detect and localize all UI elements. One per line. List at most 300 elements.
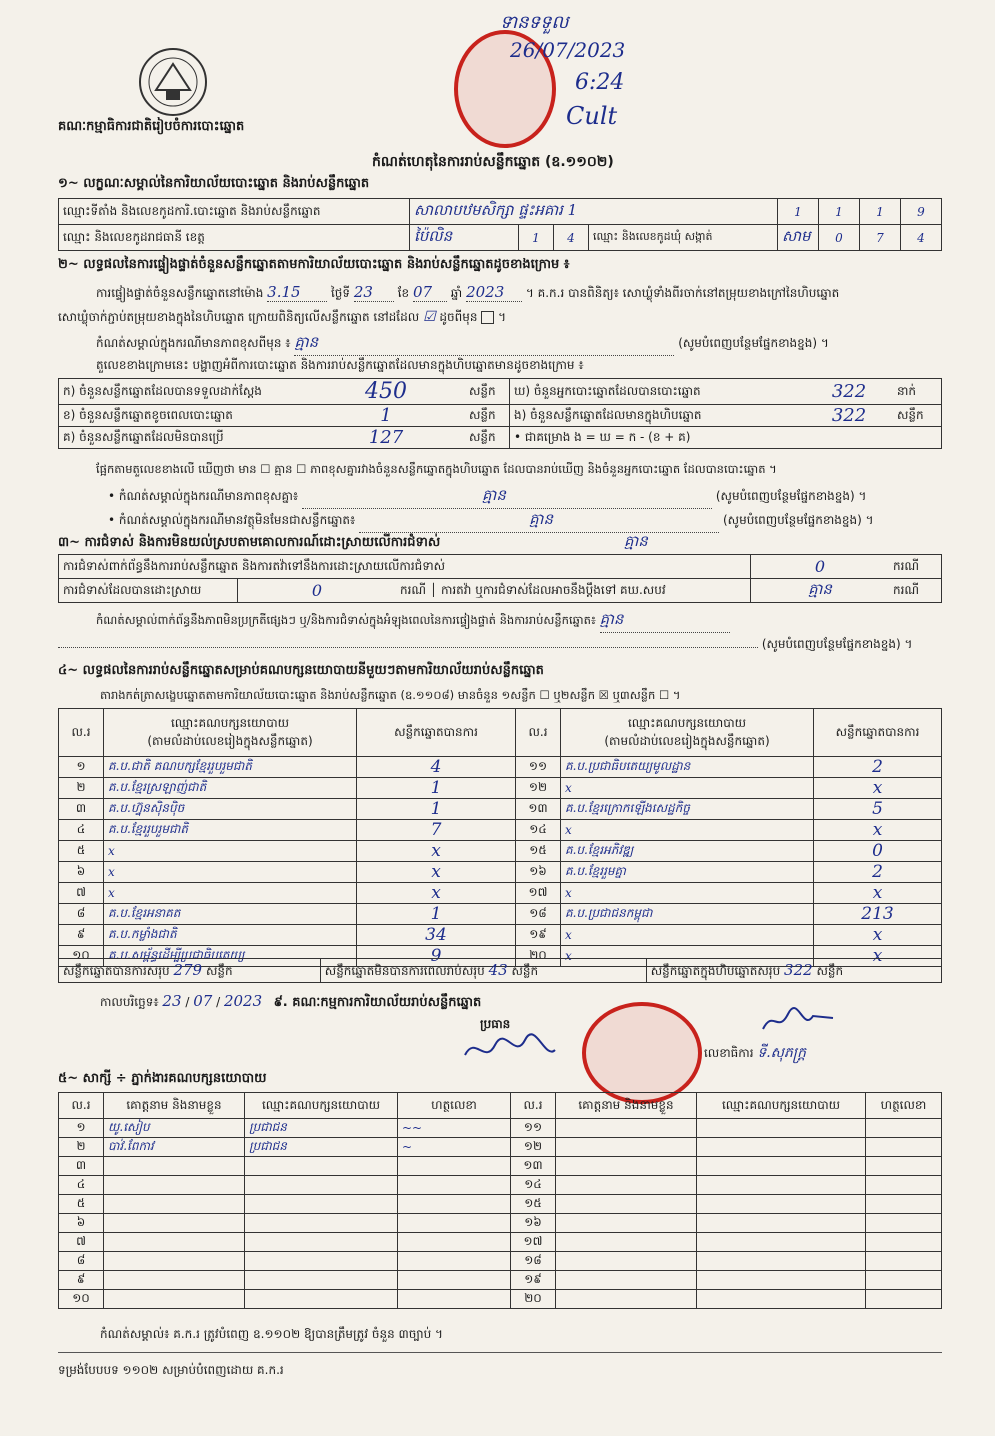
witness-no-right: ១៤: [511, 1176, 556, 1195]
party-votes-right: 2: [814, 757, 942, 778]
resolved-objection-unit: ករណី: [400, 582, 427, 597]
witness-name-left: [104, 1233, 245, 1252]
witness-name-right: [556, 1290, 697, 1309]
witness-signature-left: [398, 1271, 511, 1290]
verification-year-label: ឆ្នាំ: [450, 286, 463, 300]
different-checkbox[interactable]: [481, 311, 494, 324]
party-name-right: គ.ប.ប្រជាធិបតេយ្យមូលដ្ឋាន: [561, 757, 814, 778]
verification-day: 23: [354, 283, 394, 302]
witness-signature-left: ~~: [398, 1119, 511, 1138]
witness-name-left: [104, 1195, 245, 1214]
date-day: 23: [162, 992, 182, 1010]
total-invalid-unit: សន្លឹក: [511, 963, 539, 978]
party-results-table: [58, 708, 942, 967]
total-invalid-label: សន្លឹកឆ្នោតមិនបានការពេលរាប់សរុប: [324, 963, 485, 978]
witness-name-left: [104, 1290, 245, 1309]
witness-no-right: ១១: [511, 1119, 556, 1138]
objection-table: [58, 554, 942, 603]
witness-no-left: ២: [59, 1138, 104, 1157]
party-votes-left: 9: [357, 946, 516, 967]
witness-signature-right: [866, 1157, 942, 1176]
ballots-in-box-unit: សន្លឹក: [893, 405, 942, 427]
counting-committee-label: ៩. គណៈកម្មការការិយាល័យរាប់សន្លឹកឆ្នោត: [273, 995, 482, 1010]
party-results-body: [59, 757, 942, 967]
witness-party-left: ប្រជាជន: [245, 1119, 398, 1138]
witness-name-left: បាវ់.ពែកាវ: [104, 1138, 245, 1157]
party-no-right: ១៣: [516, 799, 561, 820]
witness-party-left: [245, 1176, 398, 1195]
witness-name-left: [104, 1271, 245, 1290]
party-votes-left: x: [357, 883, 516, 904]
w-col-party-right: ឈ្មោះគណបក្សនយោបាយ: [697, 1093, 866, 1119]
date-label: កាលបរិច្ឆេទ៖: [100, 995, 159, 1009]
resolved-objection-label: ការជំទាស់ដែលបានដោះស្រាយ: [59, 579, 238, 603]
party-votes-right: x: [814, 946, 942, 967]
received-ballots-label: ក) ចំនួនសន្លឹកឆ្នោតដែលបានទទួលដាក់ស្តែង: [59, 379, 308, 405]
witness-no-right: ២០: [511, 1290, 556, 1309]
province-value: ប៉ៃលិន: [410, 225, 519, 251]
party-no-right: ១៤: [516, 820, 561, 841]
party-name-left: គ.ប.ខ្មែរអនាគត: [104, 904, 357, 925]
section3-title-note: គ្មាន: [624, 532, 648, 550]
w-col-sig-right: ហត្ថលេខា: [866, 1093, 942, 1119]
witness-party-left: [245, 1157, 398, 1176]
party-no-left: ៨: [59, 904, 104, 925]
secretary-name: ទី.សុភក្ត្រ: [757, 1045, 806, 1061]
col-votes-left: សន្លឹកឆ្នោតបានការ: [357, 709, 516, 757]
witness-signature-right: [866, 1252, 942, 1271]
province-code-2: 4: [554, 225, 589, 251]
objection-count-value: 0: [751, 555, 890, 579]
witness-signature-left: [398, 1157, 511, 1176]
w-col-name-right: គោត្តនាម និងនាមខ្លួន: [556, 1093, 697, 1119]
witness-party-left: ប្រជាជន: [245, 1138, 398, 1157]
party-name-right: x: [561, 778, 814, 799]
col-party-left-sub: (តាមលំដាប់លេខរៀងក្នុងសន្លឹកឆ្នោត): [147, 733, 313, 748]
party-name-right: គ.ប.ខ្មែរក្រោកឡើងសេដ្ឋកិច្ច: [561, 799, 814, 820]
witness-row: [59, 1214, 942, 1233]
total-invalid-cell: [320, 959, 646, 983]
section1-table: [58, 198, 942, 251]
province-code-1: 1: [519, 225, 554, 251]
verification-time-label: ការផ្ទៀងផ្ទាត់ចំនួនសន្លឹកឆ្នោតនៅម៉ោង: [96, 286, 264, 300]
verification-time: 3.15: [267, 283, 327, 302]
party-no-left: ៧: [59, 883, 104, 904]
witness-no-right: ១៨: [511, 1252, 556, 1271]
witness-name-right: [556, 1233, 697, 1252]
col-party-left-title: ឈ្មោះគណបក្សនយោបាយ: [170, 715, 290, 730]
foreign-object-note-hint: (សូមបំពេញបន្ថែមផ្នែកខាងខ្នង) ។: [722, 513, 874, 527]
seal-text: សោឃ្លុំចាក់ភ្ជាប់តម្រុយខាងក្នុងនៃហិបឆ្នោត ក្រោយពិនិត្យលើសន្លឹកឆ្នោត នៅដដែល: [58, 310, 420, 324]
section1-title: ១~ លក្ខណៈសម្គាល់នៃការិយាល័យបោះឆ្នោត និងរាប់សន្លឹកឆ្នោត: [58, 176, 370, 191]
witness-name-right: [556, 1195, 697, 1214]
section3-title: ៣~ ការជំទាស់ និងការមិនយល់ស្របតាមគោលការណ៍ដោះស្រាយលើការជំទាស់: [58, 535, 441, 550]
party-votes-right: x: [814, 883, 942, 904]
party-result-row: [59, 799, 942, 820]
same-as-before-checkbox[interactable]: ☑: [422, 309, 436, 325]
witness-name-right: [556, 1138, 697, 1157]
witness-party-right: [697, 1271, 866, 1290]
voters-voted-value: 322: [805, 379, 893, 405]
secretary-line: [704, 1043, 806, 1064]
party-name-left: គ.ប.ខ្មែរស្រឡាញ់ជាតិ: [104, 778, 357, 799]
section4-title: ៤~ លទ្ធផលនៃការរាប់សន្លឹកឆ្នោតសម្រាប់គណបក្សនយោបាយនីមួយៗតាមការិយាល័យរាប់សន្លឹកឆ្នោត: [58, 663, 544, 678]
total-valid-cell: [59, 959, 321, 983]
witness-signature-right: [866, 1271, 942, 1290]
witness-no-right: ១៥: [511, 1195, 556, 1214]
witness-party-left: [245, 1271, 398, 1290]
ballot-figures-table: [58, 378, 942, 449]
resolved-objection-unit-and-label: ករណី │ ការតវ៉ា ឬការជំទាស់ដែលអាចនឹងប្ដឹងទៅ គឃ.សបវ: [396, 579, 751, 603]
party-name-left: គ.ប.សម្ព័ន្ធដើម្បីប្រជាធិបតេយ្យ: [104, 946, 357, 967]
party-name-right: x: [561, 946, 814, 967]
party-no-left: ១០: [59, 946, 104, 967]
witness-signature-left: ~: [398, 1138, 511, 1157]
total-valid-unit: សន្លឹក: [205, 963, 233, 978]
party-name-left: គ.ប.ខ្មែររួបរួមជាតិ: [104, 820, 357, 841]
commune-value: សាម: [778, 225, 819, 251]
witness-table: [58, 1092, 942, 1309]
witness-party-left: [245, 1233, 398, 1252]
party-result-row: [59, 841, 942, 862]
chair-signature-icon: [455, 1030, 565, 1070]
voters-voted-unit: នាក់: [893, 379, 942, 405]
discrepancy-note-label: • កំណត់សម្គាល់ក្នុងករណីមានភាពខុសគ្នា៖: [108, 489, 299, 503]
col-no-left: ល.រ: [59, 709, 104, 757]
difference-note-line: [96, 333, 829, 356]
party-no-right: ១២: [516, 778, 561, 799]
party-name-right: គ.ប.ខ្មែរអភិវឌ្ឍ: [561, 841, 814, 862]
witness-name-left: [104, 1157, 245, 1176]
appeal-unit: ករណី: [889, 579, 942, 603]
col-party-left: [104, 709, 357, 757]
form-title: កំណត់ហេតុនៃការរាប់សន្លឹកឆ្នោត (ឧ.១១០២): [372, 154, 614, 170]
witness-name-left: [104, 1252, 245, 1271]
location-code-4: 9: [901, 199, 942, 225]
party-votes-right: 5: [814, 799, 942, 820]
footer-note: កំណត់សម្គាល់៖ គ.ក.រ ត្រូវបំពេញ ឧ.១១០២ ឱ្យបានត្រឹមត្រូវ ចំនួន ៣ច្បាប់ ។: [100, 1327, 443, 1341]
chair-label: ប្រធាន: [480, 1017, 511, 1031]
difference-note-value: គ្មាន: [294, 333, 674, 356]
unused-ballots-value: 127: [307, 427, 465, 449]
verification-day-label: ថ្ងៃទី: [331, 286, 351, 300]
formula-label: • ជាគម្រោង ង = ឃ = ក - (ខ + គ): [510, 427, 942, 449]
verification-month: 07: [413, 283, 447, 302]
witness-party-left: [245, 1214, 398, 1233]
irregularity-note-line: [96, 610, 730, 633]
voters-voted-label: ឃ) ចំនួនអ្នកបោះឆ្នោតដែលបានបោះឆ្នោត: [510, 379, 806, 405]
irregularity-note-hint: (សូមបំពេញបន្ថែមផ្នែកខាងខ្នង) ។: [761, 637, 913, 651]
witness-no-left: ៥: [59, 1195, 104, 1214]
witness-name-left: យូ.សៀប: [104, 1119, 245, 1138]
irregularity-note-value: គ្មាន: [600, 610, 730, 633]
party-no-left: ៣: [59, 799, 104, 820]
stamp-received-time: 6:24: [575, 70, 625, 95]
party-name-right: x: [561, 820, 814, 841]
witness-name-right: [556, 1214, 697, 1233]
difference-note-label: កំណត់សម្គាល់ក្នុងករណីមានភាពខុសពីមុន ៖: [96, 336, 291, 350]
witness-no-left: ៧: [59, 1233, 104, 1252]
total-box-cell: [646, 959, 941, 983]
witness-no-right: ១៩: [511, 1271, 556, 1290]
witness-name-right: [556, 1271, 697, 1290]
witness-party-right: [697, 1214, 866, 1233]
secretary-label: លេខាធិការ: [704, 1046, 754, 1060]
irregularity-blank-line: [58, 647, 758, 648]
party-no-right: ១១: [516, 757, 561, 778]
witness-row: [59, 1233, 942, 1252]
location-code-3: 1: [860, 199, 901, 225]
witness-party-left: [245, 1195, 398, 1214]
witness-no-left: ៤: [59, 1176, 104, 1195]
witness-no-right: ១២: [511, 1138, 556, 1157]
party-votes-right: x: [814, 925, 942, 946]
witness-name-left: [104, 1176, 245, 1195]
witness-name-left: [104, 1214, 245, 1233]
witness-row: [59, 1290, 942, 1309]
party-name-left: គ.ប.ជាតិ គណបក្សខ្មែររួបរួមជាតិ: [104, 757, 357, 778]
w-col-no-left: ល.រ: [59, 1093, 104, 1119]
total-box-unit: សន្លឹក: [816, 963, 844, 978]
discrepancy-note-hint: (សូមបំពេញបន្ថែមផ្នែកខាងខ្នង) ។: [715, 489, 867, 503]
section5-title: ៥~ សាក្សី ÷ ភ្នាក់ងារគណបក្សនយោបាយ: [58, 1071, 267, 1086]
witness-signature-right: [866, 1176, 942, 1195]
party-no-right: ២០: [516, 946, 561, 967]
witness-name-right: [556, 1119, 697, 1138]
party-no-left: ១: [59, 757, 104, 778]
party-no-left: ៦: [59, 862, 104, 883]
irregularity-note-label: កំណត់សម្គាល់ពាក់ព័ន្ធនឹងភាពមិនប្រក្រតីផ្សេងៗ ឬ/និងការជំទាស់ក្នុងអំឡុងពេលនៃការផ្ទៀងផ្ទាត់ និងការរាប់សន្លឹកឆ្នោត៖: [96, 613, 596, 627]
witness-no-left: ៦: [59, 1214, 104, 1233]
stamp-receiver-signature: Cult: [566, 102, 618, 130]
verification-year: 2023: [466, 283, 522, 302]
party-no-left: ២: [59, 778, 104, 799]
objection-count-unit: ករណី: [889, 555, 942, 579]
witness-signature-left: [398, 1233, 511, 1252]
date-month: 07: [193, 992, 213, 1010]
witness-name-right: [556, 1157, 697, 1176]
witness-party-right: [697, 1252, 866, 1271]
total-valid-value: 279: [173, 960, 203, 979]
objection-count-label: ការជំទាស់ពាក់ព័ន្ធនឹងការរាប់សន្លឹកឆ្នោត និងការតវ៉ាទៅនឹងការដោះស្រាយលើការជំទាស់: [59, 555, 751, 579]
party-votes-right: 0: [814, 841, 942, 862]
difference-note-hint: (សូមបំពេញបន្ថែមផ្នែកខាងខ្នង) ។: [678, 336, 829, 350]
col-party-right-title: ឈ្មោះគណបក្សនយោបាយ: [627, 715, 747, 730]
party-no-right: ១៥: [516, 841, 561, 862]
party-name-right: x: [561, 925, 814, 946]
witness-signature-right: [866, 1233, 942, 1252]
witness-row: [59, 1195, 942, 1214]
ballots-in-box-value: 322: [805, 405, 893, 427]
committee-stamp: [582, 1002, 702, 1104]
col-party-right-sub: (តាមលំដាប់លេខរៀងក្នុងសន្លឹកឆ្នោត): [604, 733, 770, 748]
w-col-sig-left: ហត្ថលេខា: [398, 1093, 511, 1119]
witness-no-left: ៨: [59, 1252, 104, 1271]
party-result-row: [59, 904, 942, 925]
witness-signature-left: [398, 1290, 511, 1309]
party-name-right: x: [561, 883, 814, 904]
witness-row: [59, 1119, 942, 1138]
location-code-1: 1: [778, 199, 819, 225]
total-invalid-value: 43: [488, 960, 508, 979]
discrepancy-note-line: [108, 486, 866, 509]
witness-party-right: [697, 1195, 866, 1214]
party-no-right: ១៨: [516, 904, 561, 925]
total-valid-label: សន្លឹកឆ្នោតបានការសរុប: [63, 963, 170, 978]
footer-divider: [58, 1352, 942, 1353]
discrepancy-line: ផ្អែកតាមតួលេខខាងលើ ឃើញថា មាន ☐ គ្មាន ☐ ភាពខុសគ្នារវាងចំនួនសន្លឹកឆ្នោតក្នុងហិបឆ្នោត ដែលបានរាប់ឃើញ និងចំនួនអ្នកបោះឆ្នោត ដែលបានបោះឆ្នោត ។: [96, 462, 777, 476]
witness-no-left: ៩: [59, 1271, 104, 1290]
committee-name: គណៈកម្មាធិការជាតិរៀបចំការបោះឆ្នោត: [58, 119, 245, 134]
party-name-left: x: [104, 841, 357, 862]
party-votes-right: 2: [814, 862, 942, 883]
witness-signature-left: [398, 1214, 511, 1233]
seal-line: សោឃ្លុំចាក់ភ្ជាប់តម្រុយខាងក្នុងនៃហិបឆ្នោត ក្រោយពិនិត្យលើសន្លឹកឆ្នោត នៅដដែល ☑ ដូចពីមុន ។: [58, 309, 506, 325]
party-name-left: x: [104, 883, 357, 904]
party-result-row: [59, 778, 942, 799]
commune-code-1: 0: [819, 225, 860, 251]
party-no-right: ១៧: [516, 883, 561, 904]
appeal-value: គ្មាន: [751, 579, 890, 603]
discrepancy-note-value: គ្មាន: [302, 486, 712, 509]
witness-row: [59, 1138, 942, 1157]
party-result-row: [59, 925, 942, 946]
witness-row: [59, 1157, 942, 1176]
summary-sheet-line: តារាងកត់ត្រាសង្ខេបឆ្នោតតាមការិយាល័យបោះឆ្នោត និងរាប់សន្លឹកឆ្នោត (ឧ.១១០៨) មានចំនួន ១សន្លឹក ☐ ឬ២សន្លឹក ☒ ឬ៣សន្លឹក ☐ ។: [100, 688, 681, 702]
ballots-in-box-label: ង) ចំនួនសន្លឹកឆ្នោតដែលមានក្នុងហិបឆ្នោត: [510, 405, 806, 427]
witness-name-right: [556, 1252, 697, 1271]
foreign-object-note-value: គ្មាន: [359, 510, 719, 533]
witness-signature-right: [866, 1119, 942, 1138]
commune-label: ឈ្មោះ និងលេខកូដឃុំ សង្កាត់: [589, 225, 778, 251]
footer-form-note: ទម្រង់បែបបទ ១១០២ សម្រាប់បំពេញដោយ គ.ក.រ: [58, 1363, 284, 1377]
witness-no-left: ៣: [59, 1157, 104, 1176]
witness-party-left: [245, 1252, 398, 1271]
witness-body: [59, 1119, 942, 1309]
date-year: 2023: [223, 992, 263, 1010]
figures-intro: តួលេខខាងក្រោមនេះ បង្ហាញអំពីការបោះឆ្នោត និងការរាប់សន្លឹកឆ្នោតដែលមានក្នុងហិបឆ្នោតមានដូចខាងក្រោម ៖: [96, 358, 584, 372]
witness-row: [59, 1176, 942, 1195]
witness-row: [59, 1271, 942, 1290]
date-line: កាលបរិច្ឆេទ៖ 23 / 07 / 2023 ៩. គណៈកម្មការការិយាល័យរាប់សន្លឹកឆ្នោត: [100, 992, 482, 1010]
witness-party-right: [697, 1290, 866, 1309]
received-ballots-unit: សន្លឹក: [465, 379, 510, 405]
total-box-label: សន្លឹកឆ្នោតក្នុងហិបឆ្នោតសរុប: [650, 963, 781, 978]
resolved-objection-value: 0: [238, 579, 397, 603]
witness-party-right: [697, 1119, 866, 1138]
party-votes-left: 4: [357, 757, 516, 778]
witness-no-left: ១០: [59, 1290, 104, 1309]
unused-ballots-unit: សន្លឹក: [465, 427, 510, 449]
party-votes-left: x: [357, 862, 516, 883]
same-as-before-label: ដូចពីមុន: [439, 310, 478, 324]
party-votes-left: 34: [357, 925, 516, 946]
witness-signature-right: [866, 1138, 942, 1157]
party-no-left: ៤: [59, 820, 104, 841]
irregularity-hint-line: [58, 636, 912, 654]
foreign-object-note-label: • កំណត់សម្គាល់ក្នុងករណីមានវត្ថុមិនមែនជាសន្លឹកឆ្នោត៖: [108, 513, 356, 527]
committee-emblem-icon: [136, 46, 210, 118]
location-label: ឈ្មោះទីតាំង និងលេខកូដការិ.បោះឆ្នោត និងរាប់សន្លឹកឆ្នោត: [59, 199, 410, 225]
party-result-row: [59, 862, 942, 883]
witness-party-right: [697, 1138, 866, 1157]
witness-no-right: ១៣: [511, 1157, 556, 1176]
witness-no-left: ១: [59, 1119, 104, 1138]
party-votes-left: 1: [357, 799, 516, 820]
secretary-signature-icon: [758, 1004, 838, 1040]
w-col-no-right: ល.រ: [511, 1093, 556, 1119]
witness-signature-left: [398, 1252, 511, 1271]
col-party-right: [561, 709, 814, 757]
party-no-right: ១៩: [516, 925, 561, 946]
witness-party-right: [697, 1157, 866, 1176]
witness-signature-right: [866, 1214, 942, 1233]
party-votes-right: 213: [814, 904, 942, 925]
party-no-left: ៥: [59, 841, 104, 862]
witness-no-right: ១៧: [511, 1233, 556, 1252]
witness-party-left: [245, 1290, 398, 1309]
party-votes-left: 1: [357, 778, 516, 799]
unused-ballots-label: គ) ចំនួនសន្លឹកឆ្នោតដែលមិនបានប្រើ: [59, 427, 308, 449]
witness-no-right: ១៦: [511, 1214, 556, 1233]
verification-line: [96, 283, 839, 303]
w-col-name-left: គោត្តនាម និងនាមខ្លួន: [104, 1093, 245, 1119]
witness-signature-right: [866, 1290, 942, 1309]
party-result-row: [59, 883, 942, 904]
witness-signature-left: [398, 1176, 511, 1195]
location-code-2: 1: [819, 199, 860, 225]
spoiled-ballots-value: 1: [307, 405, 465, 427]
party-votes-right: x: [814, 778, 942, 799]
party-result-row: [59, 820, 942, 841]
witness-signature-left: [398, 1195, 511, 1214]
w-col-party-left: ឈ្មោះគណបក្សនយោបាយ: [245, 1093, 398, 1119]
party-votes-left: 1: [357, 904, 516, 925]
party-name-left: គ.ប.ហ្វ៊ុនស៊ិនប៉ិច: [104, 799, 357, 820]
location-value: សាលាបឋមសិក្សា ផ្ទះអគារ 1: [410, 199, 778, 225]
party-no-right: ១៦: [516, 862, 561, 883]
witness-party-right: [697, 1176, 866, 1195]
commune-code-3: 4: [901, 225, 942, 251]
totals-row: [58, 958, 942, 983]
witness-party-right: [697, 1233, 866, 1252]
party-name-left: x: [104, 862, 357, 883]
party-votes-right: x: [814, 820, 942, 841]
total-box-value: 322: [784, 960, 813, 979]
appeal-label: ការតវ៉ា ឬការជំទាស់ដែលអាចនឹងប្ដឹងទៅ គឃ.សបវ: [440, 582, 666, 597]
witness-name-right: [556, 1176, 697, 1195]
party-result-row: [59, 757, 942, 778]
witness-signature-right: [866, 1195, 942, 1214]
stamp-received-label: ទានទទួល: [500, 12, 569, 33]
party-no-left: ៩: [59, 925, 104, 946]
stamp-received-date: 26/07/2023: [510, 38, 626, 62]
verification-text: ។ គ.ក.រ បានពិនិត្យ៖ សោឃ្លុំទាំងពីរចាក់នៅតម្រុយខាងក្រៅនៃហិបឆ្នោត: [525, 286, 840, 300]
commune-code-2: 7: [860, 225, 901, 251]
foreign-object-note-line: [108, 510, 874, 533]
party-name-left: គ.ប.កម្លាំងជាតិ: [104, 925, 357, 946]
received-ballots-value: 450: [307, 379, 465, 405]
party-votes-left: 7: [357, 820, 516, 841]
col-no-right: ល.រ: [516, 709, 561, 757]
section2-title: ២~ លទ្ធផលនៃការផ្ទៀងផ្ទាត់ចំនួនសន្លឹកឆ្នោតតាមការិយាល័យបោះឆ្នោត និងរាប់សន្លឹកឆ្នោតដូចខាងក្រោម ៖: [58, 257, 570, 272]
party-name-right: គ.ប.ខ្មែររួមគ្នា: [561, 862, 814, 883]
spoiled-ballots-unit: សន្លឹក: [465, 405, 510, 427]
party-name-right: គ.ប.ប្រជាជនកម្ពុជា: [561, 904, 814, 925]
spoiled-ballots-label: ខ) ចំនួនសន្លឹកឆ្នោតខូចពេលបោះឆ្នោត: [59, 405, 308, 427]
witness-row: [59, 1252, 942, 1271]
col-votes-right: សន្លឹកឆ្នោតបានការ: [814, 709, 942, 757]
